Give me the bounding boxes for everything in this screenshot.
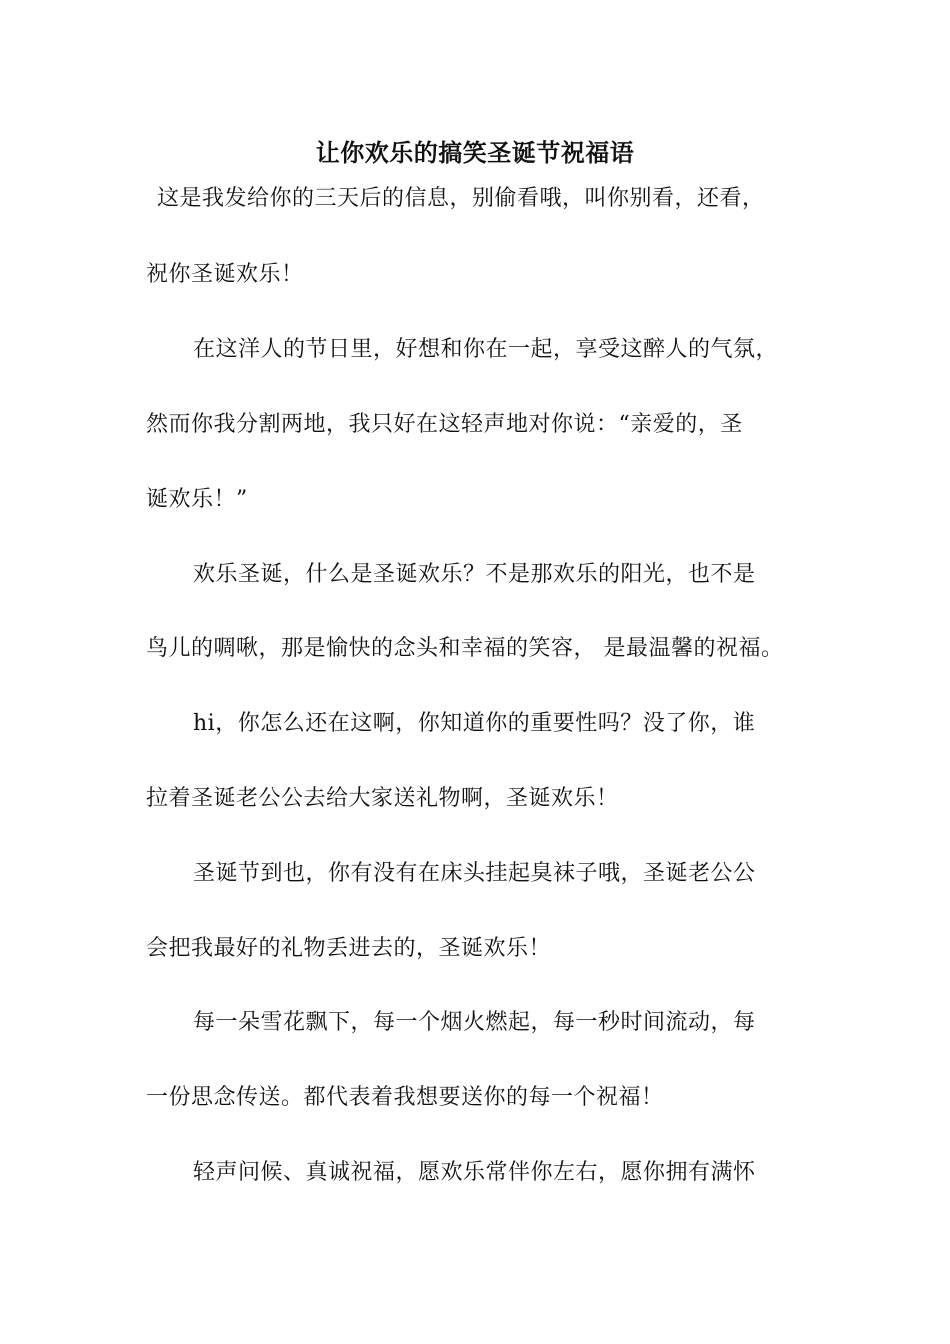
text-line: hi，你怎么还在这啊，你知道你的重要性吗？没了你，谁 — [193, 711, 756, 736]
text-line: 这是我发给你的三天后的信息，别偷看哦，叫你别看，还看， — [157, 186, 765, 211]
text-line: 拉着圣诞老公公去给大家送礼物啊，圣诞欢乐！ — [146, 786, 619, 811]
text-line: 轻声问候、真诚祝福，愿欢乐常伴你左右，愿你拥有满怀 — [193, 1160, 756, 1185]
text-line: 鸟儿的啁啾，那是愉快的念头和幸福的笑容， 是最温馨的祝福。 — [146, 636, 784, 661]
text-line: 然而你我分割两地，我只好在这轻声地对你说：“亲爱的，圣 — [146, 412, 743, 437]
text-line: 每一朵雪花飘下，每一个烟火燃起，每一秒时间流动，每 — [193, 1010, 756, 1035]
text-line: 一份思念传送。都代表着我想要送你的每一个祝福！ — [146, 1085, 664, 1110]
text-line: 在这洋人的节日里，好想和你在一起，享受这醉人的气氛， — [193, 337, 779, 362]
text-line: 欢乐圣诞，什么是圣诞欢乐？不是那欢乐的阳光，也不是 — [193, 562, 756, 587]
text-line: 圣诞节到也，你有没有在床头挂起臭袜子哦，圣诞老公公 — [193, 861, 756, 886]
text-line: 诞欢乐！” — [146, 487, 248, 512]
text-line: 祝你圣诞欢乐！ — [146, 262, 304, 287]
document-title: 让你欢乐的搞笑圣诞节祝福语 — [315, 138, 635, 167]
text-line: 会把我最好的礼物丢进去的，圣诞欢乐！ — [146, 936, 552, 961]
